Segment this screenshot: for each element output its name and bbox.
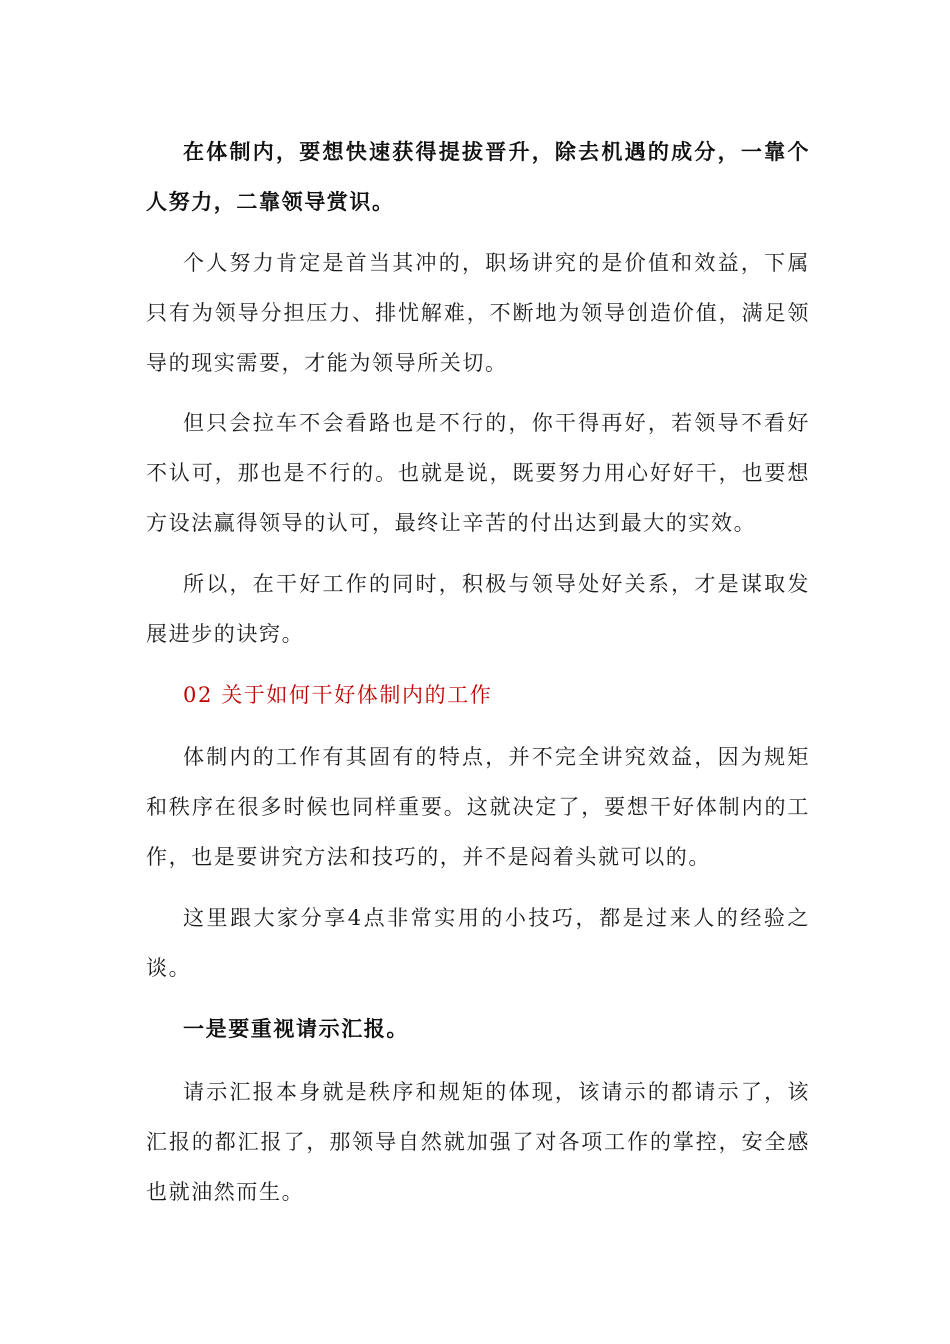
body-paragraph: 这里跟大家分享4点非常实用的小技巧，都是过来人的经验之谈。 [146, 906, 810, 980]
body-paragraph: 体制内的工作有其固有的特点，并不完全讲究效益，因为规矩和秩序在很多时候也同样重要。这就决定了，要想干好体制内的工作，也是要讲究方法和技巧的，并不是闷着头就可以的。 [146, 745, 810, 869]
body-paragraph: 所以，在干好工作的同时，积极与领导处好关系，才是谋取发展进步的诀窍。 [146, 572, 810, 646]
subheading-point-one: 一是要重视请示汇报。 [183, 1016, 409, 1041]
section-heading-02: 02 关于如何干好体制内的工作 [183, 683, 493, 707]
body-paragraph: 请示汇报本身就是秩序和规矩的体现，该请示的都请示了，该汇报的都汇报了，那领导自然就加强了对各项工作的掌控，安全感也就油然而生。 [146, 1080, 810, 1204]
body-paragraph: 但只会拉车不会看路也是不行的，你干得再好，若领导不看好不认可，那也是不行的。也就是说，既要努力用心好好干，也要想方设法赢得领导的认可，最终让辛苦的付出达到最大的实效。 [146, 411, 810, 535]
body-paragraph: 个人努力肯定是首当其冲的，职场讲究的是价值和效益，下属只有为领导分担压力、排忧解难，不断地为领导创造价值，满足领导的现实需要，才能为领导所关切。 [146, 251, 810, 375]
intro-bold-paragraph: 在体制内，要想快速获得提拔晋升，除去机遇的成分，一靠个人努力，二靠领导赏识。 [146, 139, 810, 214]
